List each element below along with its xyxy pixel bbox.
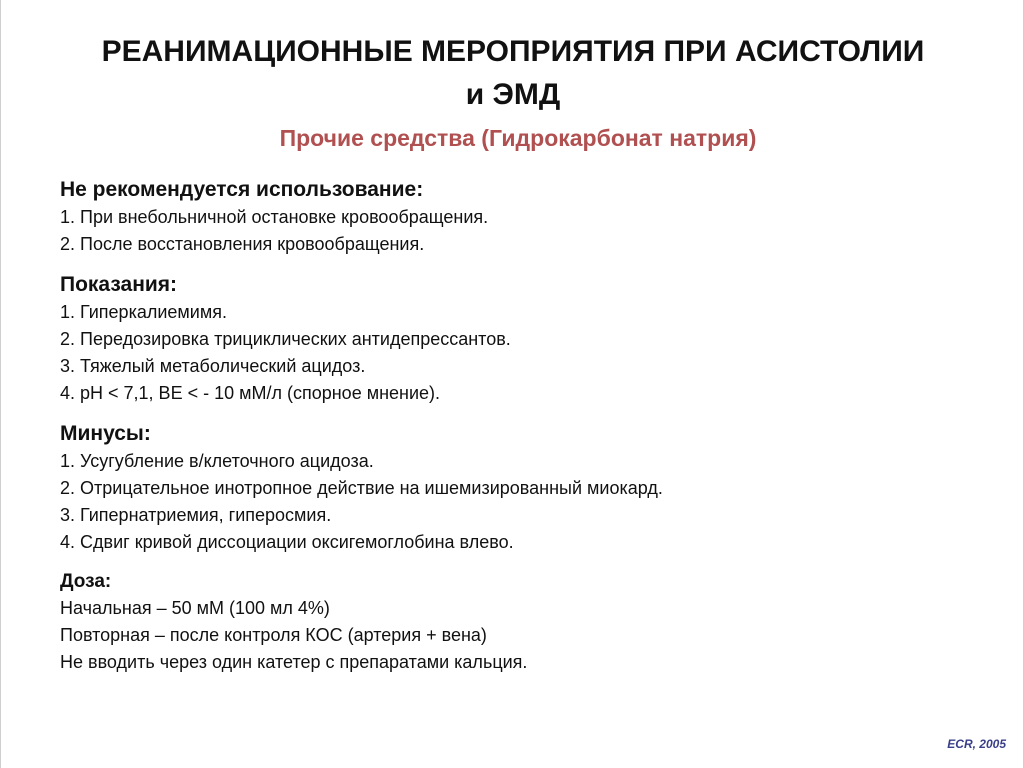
slide-subtitle: Прочие средства (Гидрокарбонат натрия): [279, 125, 757, 151]
list-item: Повторная – после контроля КОС (артерия + вена): [60, 625, 487, 645]
slide-content: [60, 176, 1000, 689]
slide-title-line-1: РЕАНИМАЦИОННЫЕ МЕРОПРИЯТИЯ ПРИ АСИСТОЛИИ: [101, 35, 925, 68]
section-heading: Доза:: [60, 571, 112, 592]
section-indications: [60, 271, 1000, 407]
section-not-recommended: [60, 176, 1000, 258]
list-item: 1. Усугубление в/клеточного ацидоза.: [60, 451, 374, 471]
section-heading: Не рекомендуется использование:: [60, 178, 424, 201]
list-item: Начальная – 50 мМ (100 мл 4%): [60, 598, 330, 618]
section-heading: Показания:: [60, 273, 178, 296]
slide-title: [1, 30, 1024, 116]
section-heading: Минусы:: [60, 422, 151, 445]
list-item: Не вводить через один катетер с препаратами кальция.: [60, 652, 528, 672]
section-dose: [60, 569, 1000, 676]
list-item: 2. После восстановления кровообращения.: [60, 234, 425, 254]
slide-title-line-2: и ЭМД: [465, 78, 561, 111]
source-footer: ECR, 2005: [947, 737, 1006, 751]
list-item: 2. Отрицательное инотропное действие на ишемизированный миокард.: [60, 478, 663, 498]
list-item: 4. Сдвиг кривой диссоциации оксигемоглобина влево.: [60, 532, 514, 552]
list-item: 4. pH < 7,1, BE < - 10 мМ/л (спорное мнение).: [60, 383, 441, 403]
list-item: 1. При внебольничной остановке кровообращения.: [60, 207, 489, 227]
list-item: 2. Передозировка трициклических антидепрессантов.: [60, 329, 511, 349]
list-item: 3. Гипернатриемия, гиперосмия.: [60, 505, 332, 525]
section-disadvantages: [60, 420, 1000, 556]
list-item: 3. Тяжелый метаболический ацидоз.: [60, 356, 366, 376]
list-item: 1. Гиперкалиемимя.: [60, 302, 227, 322]
